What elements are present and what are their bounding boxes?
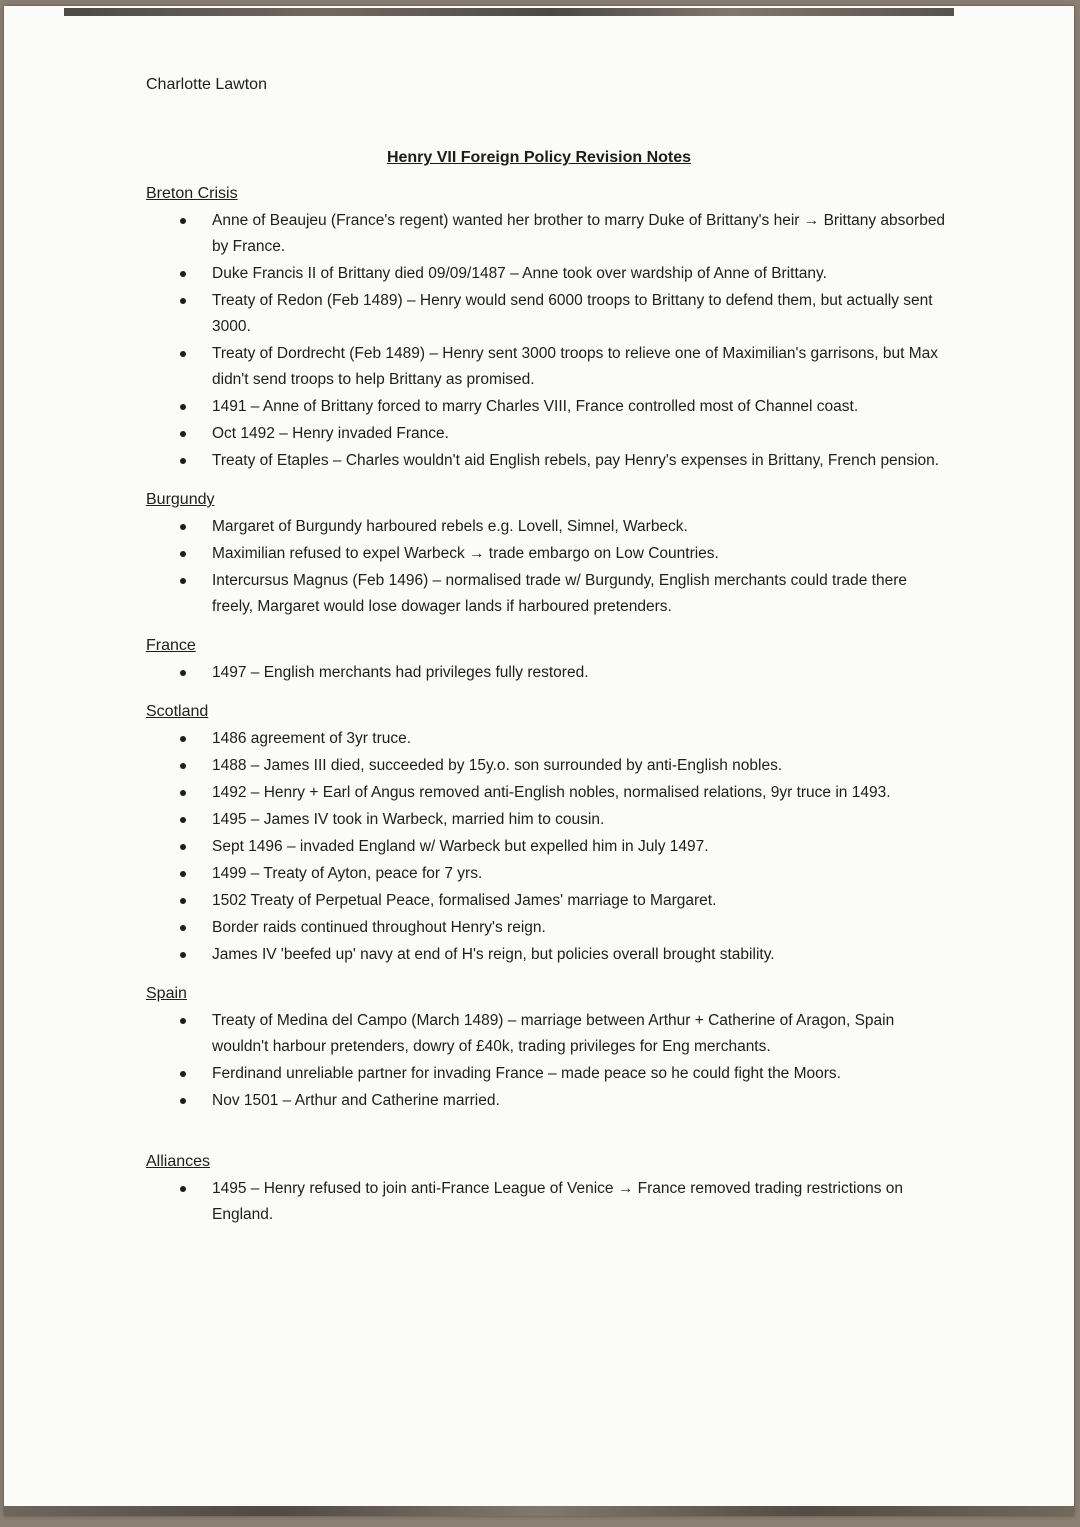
- list-item: Sept 1496 – invaded England w/ Warbeck but expelled him in July 1497.: [146, 834, 946, 860]
- section-france: [146, 634, 946, 686]
- bullet-icon: [180, 1071, 186, 1077]
- scan-shadow-bottom: [4, 1506, 1074, 1516]
- paper-sheet: [4, 6, 1074, 1516]
- author-name: Charlotte Lawton: [146, 76, 267, 93]
- bullet-icon: [180, 524, 186, 530]
- list-item: Treaty of Redon (Feb 1489) – Henry would send 6000 troops to Brittany to defend them, but actually sent 3000.: [146, 288, 946, 340]
- list-item: 1502 Treaty of Perpetual Peace, formalised James' marriage to Margaret.: [146, 888, 946, 914]
- bullet-icon: [180, 431, 186, 437]
- section-heading: Alliances: [146, 1153, 211, 1170]
- list-item: 1495 – James IV took in Warbeck, married him to cousin.: [146, 807, 946, 833]
- bullet-icon: [180, 218, 186, 224]
- bullet-icon: [180, 763, 186, 769]
- bullet-icon: [180, 871, 186, 877]
- bullet-icon: [180, 551, 186, 557]
- bullet-icon: [180, 925, 186, 931]
- list-item: Treaty of Dordrecht (Feb 1489) – Henry sent 3000 troops to relieve one of Maximilian's garrisons, but Max didn't send troops to help Brittany as promised.: [146, 341, 946, 393]
- bullet-list: [146, 1008, 946, 1114]
- list-item: 1497 – English merchants had privileges fully restored.: [146, 660, 946, 686]
- list-item: Maximilian refused to expel Warbeck → trade embargo on Low Countries.: [146, 541, 946, 567]
- section-heading: Breton Crisis: [146, 185, 238, 202]
- list-item: Duke Francis II of Brittany died 09/09/1487 – Anne took over wardship of Anne of Brittany.: [146, 261, 946, 287]
- section-spain: [146, 982, 946, 1114]
- list-item: 1491 – Anne of Brittany forced to marry Charles VIII, France controlled most of Channel coast.: [146, 394, 946, 420]
- bullet-icon: [180, 1098, 186, 1104]
- section-breton-crisis: [146, 182, 946, 474]
- list-item: Anne of Beaujeu (France's regent) wanted her brother to marry Duke of Brittany's heir → Brittany absorbed by France.: [146, 208, 946, 260]
- bullet-icon: [180, 351, 186, 357]
- bullet-icon: [180, 298, 186, 304]
- bullet-icon: [180, 271, 186, 277]
- list-item: Margaret of Burgundy harboured rebels e.g. Lovell, Simnel, Warbeck.: [146, 514, 946, 540]
- list-item: 1499 – Treaty of Ayton, peace for 7 yrs.: [146, 861, 946, 887]
- bullet-icon: [180, 790, 186, 796]
- list-item: James IV 'beefed up' navy at end of H's reign, but policies overall brought stability.: [146, 942, 946, 968]
- bullet-icon: [180, 404, 186, 410]
- bullet-icon: [180, 898, 186, 904]
- scan-shadow-top: [64, 8, 954, 16]
- bullet-icon: [180, 844, 186, 850]
- bullet-icon: [180, 1018, 186, 1024]
- list-item: 1486 agreement of 3yr truce.: [146, 726, 946, 752]
- section-heading: France: [146, 637, 196, 654]
- bullet-list: [146, 660, 946, 686]
- list-item: 1488 – James III died, succeeded by 15y.o. son surrounded by anti-English nobles.: [146, 753, 946, 779]
- list-item: Intercursus Magnus (Feb 1496) – normalised trade w/ Burgundy, English merchants could trade there freely, Margaret would lose dowager lands if harboured pretenders.: [146, 568, 946, 620]
- bullet-list: [146, 726, 946, 968]
- list-item: Border raids continued throughout Henry's reign.: [146, 915, 946, 941]
- section-heading: Spain: [146, 985, 187, 1002]
- bullet-icon: [180, 736, 186, 742]
- bullet-list: [146, 1176, 946, 1228]
- section-heading: Burgundy: [146, 491, 215, 508]
- bullet-icon: [180, 458, 186, 464]
- bullet-icon: [180, 578, 186, 584]
- list-item: Nov 1501 – Arthur and Catherine married.: [146, 1088, 946, 1114]
- list-item: Treaty of Medina del Campo (March 1489) – marriage between Arthur + Catherine of Aragon, Spain wouldn't harbour pretenders, dowry of £40k, trading privileges for Eng merchants.: [146, 1008, 946, 1060]
- list-item: Oct 1492 – Henry invaded France.: [146, 421, 946, 447]
- section-alliances: [146, 1150, 946, 1228]
- notes-body: [146, 182, 946, 1229]
- list-item: 1495 – Henry refused to join anti-France League of Venice → France removed trading restrictions on England.: [146, 1176, 946, 1228]
- section-scotland: [146, 700, 946, 968]
- bullet-icon: [180, 952, 186, 958]
- section-burgundy: [146, 488, 946, 620]
- page-title: Henry VII Foreign Policy Revision Notes: [386, 149, 692, 166]
- list-item: 1492 – Henry + Earl of Angus removed anti-English nobles, normalised relations, 9yr truce in 1493.: [146, 780, 946, 806]
- list-item: Ferdinand unreliable partner for invading France – made peace so he could fight the Moors.: [146, 1061, 946, 1087]
- bullet-icon: [180, 817, 186, 823]
- bullet-icon: [180, 1186, 186, 1192]
- section-heading: Scotland: [146, 703, 209, 720]
- bullet-list: [146, 208, 946, 474]
- bullet-icon: [180, 670, 186, 676]
- list-item: Treaty of Etaples – Charles wouldn't aid English rebels, pay Henry's expenses in Brittany, French pension.: [146, 448, 946, 474]
- bullet-list: [146, 514, 946, 620]
